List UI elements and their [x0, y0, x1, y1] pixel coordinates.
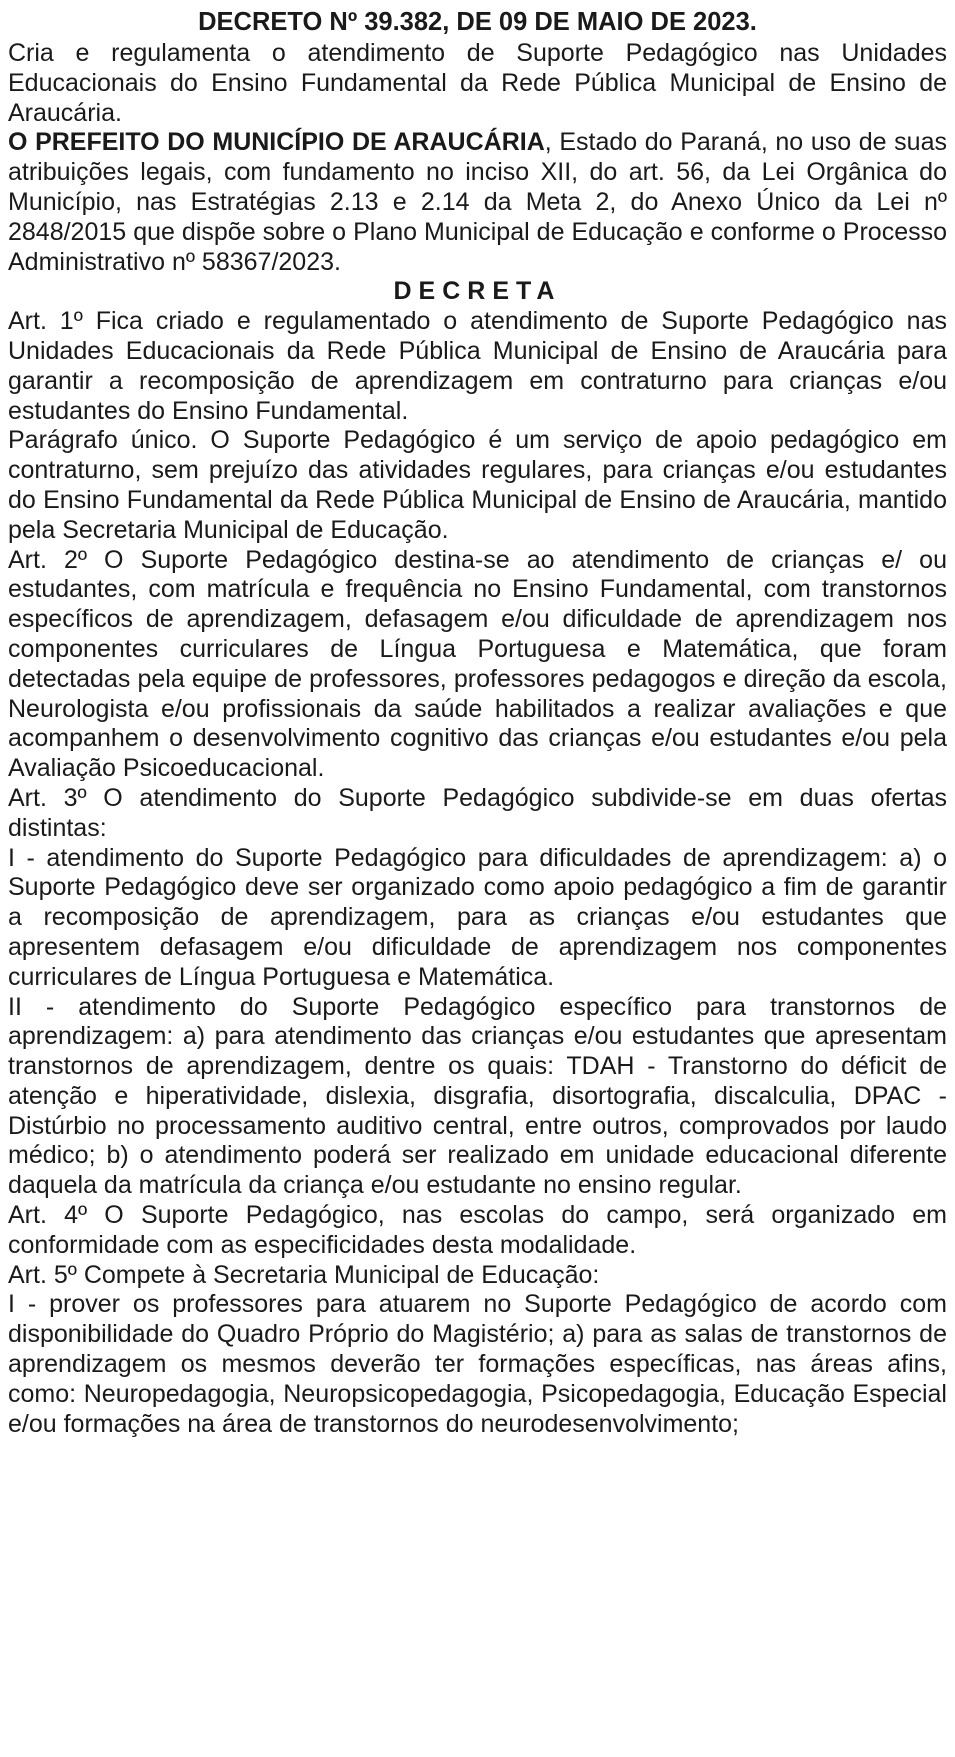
article-5-item-i: I - prover os professores para atuarem no Suporte Pedagógico de acordo com disponibilidade do Quadro Próprio do Magistério; a) para as salas de transtornos de aprendizagem os mesmos deverão ter formações específicas, nas áreas afins, como: Neuropedagogia, Neuropsicopedagogia, Psicopedagogia, Educação Especial e/ou formações na área de transtornos do neurodesenvolvimento; — [8, 1290, 947, 1438]
preamble — [8, 128, 947, 277]
article-1-sole-paragraph: Parágrafo único. O Suporte Pedagógico é um serviço de apoio pedagógico em contraturno, sem prejuízo das atividades regulares, para crianças e/ou estudantes do Ensino Fundamental da Rede Pública Municipal de Ensino de Araucária, mantido pela Secretaria Municipal de Educação. — [8, 426, 947, 544]
article-4: Art. 4º O Suporte Pedagógico, nas escolas do campo, será organizado em conformidade com as especificidades desta modalidade. — [8, 1201, 947, 1259]
preamble-authority: O PREFEITO DO MUNICÍPIO DE ARAUCÁRIA — [8, 128, 545, 157]
article-3-item-ii: II - atendimento do Suporte Pedagógico específico para transtornos de aprendizagem: a) para atendimento das crianças e/ou estudantes que apresentam transtornos de aprendizagem, dentre os quais: TDAH - Transtorno do déficit de atenção e hiperatividade, dislexia, disgrafia, disortografia, discalculia, DPAC - Distúrbio no processamento auditivo central, entre outros, comprovados por laudo médico; b) o atendimento poderá ser realizado em unidade educacional diferente daquela da matrícula da criança e/ou estudante no ensino regular. — [8, 992, 947, 1200]
decree-title: DECRETO Nº 39.382, DE 09 DE MAIO DE 2023. — [198, 8, 757, 36]
preamble-text: , Estado do Paraná, no uso de suas atribuições legais, com fundamento no inciso XII, do art. 56, da Lei Orgânica do Município, nas Estratégias 2.13 e 2.14 da Meta 2, do Anexo Único da Lei nº 2848/2015 que dispõe sobre o Plano Municipal de Educação e conforme o Processo Administrativo nº 58367/2023. — [8, 128, 947, 276]
article-2: Art. 2º O Suporte Pedagógico destina-se ao atendimento de crianças e/ ou estudantes, com matrícula e frequência no Ensino Fundamental, com transtornos específicos de aprendizagem, defasagem e/ou dificuldade de aprendizagem nos componentes curriculares de Língua Portuguesa e Matemática, que foram detectadas pela equipe de professores, professores pedagogos e direção da escola, Neurologista e/ou profissionais da saúde habilitados a realizar avaliações e que acompanhem o desenvolvimento cognitivo das crianças e/ou estudantes e/ou pela Avaliação Psicoeducacional. — [8, 545, 947, 783]
article-3: Art. 3º O atendimento do Suporte Pedagógico subdivide-se em duas ofertas distintas: — [8, 783, 947, 842]
article-5: Art. 5º Compete à Secretaria Municipal de Educação: — [8, 1260, 600, 1289]
article-1: Art. 1º Fica criado e regulamentado o atendimento de Suporte Pedagógico nas Unidades Educacionais da Rede Pública Municipal de Ensino de Araucária para garantir a recomposição de aprendizagem em contraturno para crianças e/ou estudantes do Ensino Fundamental. — [8, 307, 947, 425]
decreta-heading: DECRETA — [393, 277, 562, 306]
ementa: Cria e regulamenta o atendimento de Suporte Pedagógico nas Unidades Educacionais do Ensino Fundamental da Rede Pública Municipal de Ensino de Araucária. — [8, 39, 947, 127]
article-3-item-i: I - atendimento do Suporte Pedagógico para dificuldades de aprendizagem: a) o Suporte Pedagógico deve ser organizado como apoio pedagógico a fim de garantir a recomposição de aprendizagem, para as crianças e/ou estudantes que apresentem defasagem e/ou dificuldade de aprendizagem nos componentes curriculares de Língua Portuguesa e Matemática. — [8, 843, 947, 991]
